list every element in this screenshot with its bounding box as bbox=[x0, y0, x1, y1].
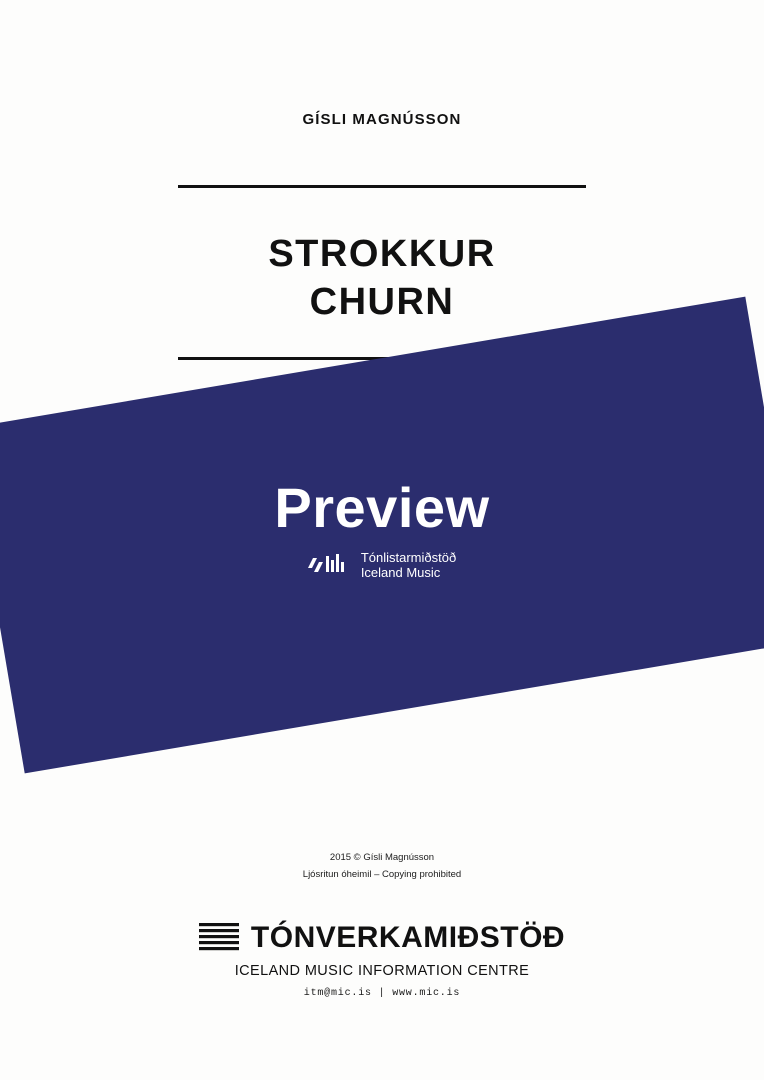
copyright-block bbox=[0, 850, 764, 883]
publisher-contact: itm@mic.is | www.mic.is bbox=[303, 988, 461, 999]
copyright-line-2: Ljósritun óheimil – Copying prohibited bbox=[302, 868, 462, 880]
logo-line-en: Iceland Music bbox=[360, 565, 441, 581]
publisher-name: TÓNVERKAMIÐSTÖÐ bbox=[250, 921, 566, 954]
iceland-music-logo-text bbox=[361, 550, 456, 581]
music-waves-icon bbox=[308, 552, 352, 578]
staff-lines-icon bbox=[199, 920, 239, 956]
publisher-subtitle: ICELAND MUSIC INFORMATION CENTRE bbox=[234, 963, 530, 979]
composer-name: GÍSLI MAGNÚSSON bbox=[302, 111, 462, 128]
work-title-translation: CHURN bbox=[309, 281, 455, 323]
preview-watermark-content bbox=[0, 476, 764, 581]
preview-label: Preview bbox=[274, 476, 490, 539]
publisher-logo-row bbox=[0, 920, 764, 956]
iceland-music-logo bbox=[0, 550, 764, 581]
title-divider-top bbox=[178, 185, 586, 188]
work-title-primary: STROKKUR bbox=[268, 233, 496, 275]
publisher-footer bbox=[0, 920, 764, 999]
copyright-line-1: 2015 © Gísli Magnússon bbox=[329, 852, 435, 863]
logo-line-is: Tónlistarmiðstöð bbox=[360, 550, 457, 565]
